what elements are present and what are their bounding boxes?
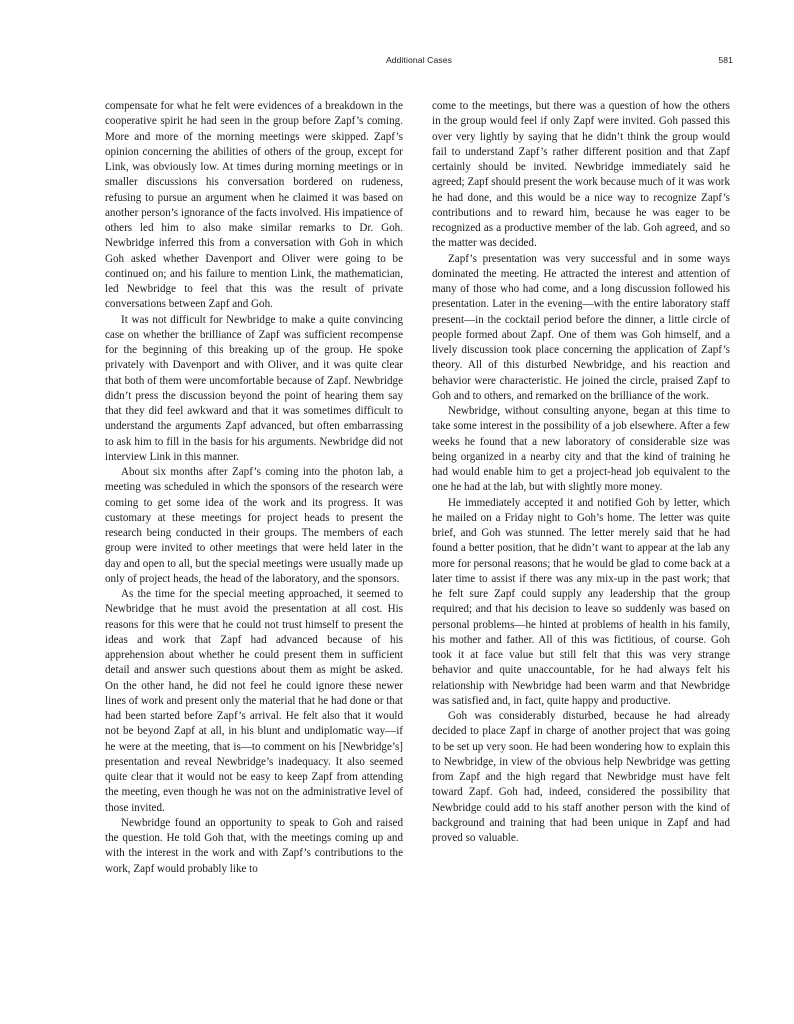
paragraph: come to the meetings, but there was a question of how the others in the group would feel if only Zapf were invited. Goh passed this over very lightly by saying that he didn’t think the group would fail to understand Zapf’s rather different position and that Zapf certainly should be invited. Newbridge immediately said he agreed; Zapf should present the work because much of it was work he had done, and this would be a nice way to recognize Zapf’s contributions and to reward him, because he was eager to be recognized as a productive member of the lab. Goh agreed, and so the matter was decided. [432, 100, 730, 250]
paragraph: Newbridge, without consulting anyone, began at this time to take some interest in the possibility of a job elsewhere. After a few weeks he found that a new laboratory of considerable size was being organized in a nearby city and that the kind of training he had would enable him to get a project-head job equivalent to the one he had at the lab, but with slightly more money. [432, 405, 730, 494]
running-title: Additional Cases [385, 55, 453, 65]
paragraph: About six months after Zapf’s coming into the photon lab, a meeting was scheduled in which the sponsors of the research were coming to get some idea of the work and its progress. It was customary at these meetings for project heads to present the research being conducted in their groups. The members of each group were invited to other meetings that were held later in the day and open to all, but the special meetings were usually made up only of project heads, the head of the laboratory, and the sponsors. [105, 466, 403, 585]
running-head [105, 55, 733, 69]
right-column [432, 99, 730, 846]
paragraph: compensate for what he felt were evidences of a breakdown in the cooperative spirit he had seen in the group before Zapf’s coming. More and more of the morning meetings were skipped. Zapf’s opinion concerning the abilities of others of the group, except for Link, was obviously low. At times during morning meetings or in smaller discussions his conversation bordered on rudeness, refusing to pursue an argument when he claimed it was based on another person’s ignorance of the facts involved. His impatience of others led him to also make similar remarks to Dr. Goh. Newbridge inferred this from a conversation with Goh in which Goh asked whether Davenport and Oliver were going to be continued on; and his failure to mention Link, the mathematician, led Newbridge to feel that this was the result of private conversations between Zapf and Goh. [105, 100, 403, 311]
paragraph: It was not difficult for Newbridge to make a quite convincing case on whether the brilliance of Zapf was sufficient recompense for the beginning of this breaking up of the group. He spoke privately with Davenport and with Oliver, and it was quite clear that both of them were uncomfortable because of Zapf. Newbridge didn’t press the discussion beyond the point of hearing them say that they did feel awkward and that it was sometimes difficult to understand the arguments Zapf advanced, but often embarrassing to ask him to fill in the basis for his arguments. Newbridge did not interview Link in this manner. [105, 313, 403, 463]
paragraph: Goh was considerably disturbed, because he had already decided to place Zapf in charge of another project that was going to be set up very soon. He had been wondering how to explain this to Newbridge, in view of the obvious help Newbridge was getting from Zapf and the high regard that Newbridge must have felt toward Zapf. Goh had, indeed, considered the possibility that Newbridge could add to his staff another person with the kind of background and training that had been unique in Zapf and had proved so valuable. [432, 710, 730, 844]
paragraph: Newbridge found an opportunity to speak to Goh and raised the question. He told Goh that, with the meetings coming up and with the interest in the work and with Zapf’s contributions to the work, Zapf would probably like to [105, 816, 403, 875]
paragraph: He immediately accepted it and notified Goh by letter, which he mailed on a Friday night to Goh’s home. The letter was quite brief, and Goh was stunned. The letter merely said that he had found a better position, that he didn’t want to appear at the lab any more for personal reasons; that he would be glad to come back at a later time to assist if there was any mix-up in the past work; that he felt sure Zapf could supply any leadership that the group required; and that his decision to leave so suddenly was based on personal problems—he hinted at problems of health in his family, his mother and father. All of this was fictitious, of course. Goh took it at face value but still felt that this was very strange behavior and quite unaccountable, for he had always felt his relationship with Newbridge had been warm and that Newbridge was satisfied and, in fact, quite happy and productive. [432, 496, 730, 707]
left-column [105, 99, 403, 877]
paragraph: Zapf’s presentation was very successful and in some ways dominated the meeting. He attracted the interest and attention of many of those who had come, and a long discussion followed his presentation. Later in the evening—with the entire laboratory staff present—in the cocktail period before the dinner, a little circle of people formed about Zapf. One of them was Goh himself, and a lively discussion took place concerning the application of Zapf’s theory. All of this disturbed Newbridge, and his reaction and behavior were characteristic. He joined the circle, praised Zapf to Goh and to others, and remarked on the brilliance of the work. [432, 252, 730, 402]
page-number: 581 [718, 55, 733, 65]
paragraph: As the time for the special meeting approached, it seemed to Newbridge that he must avoid the presentation at all cost. His reasons for this were that he could not trust himself to present the ideas and work that Zapf had advanced because of his apprehension about whether he could present them in sufficient detail and answer such questions about them as might be asked. On the other hand, he did not feel he could ignore these newer lines of work and present only the material that he had done or that had been started before Zapf’s arrival. He felt also that it would not be beyond Zapf at all, in his blunt and undiplomatic way—if he were at the meeting, that is—to comment on his [Newbridge’s] presentation and reveal Newbridge’s inadequacy. It also seemed quite clear that it would not be easy to keep Zapf from attending the meeting, even though he was not on the administrative level of those invited. [105, 588, 403, 814]
